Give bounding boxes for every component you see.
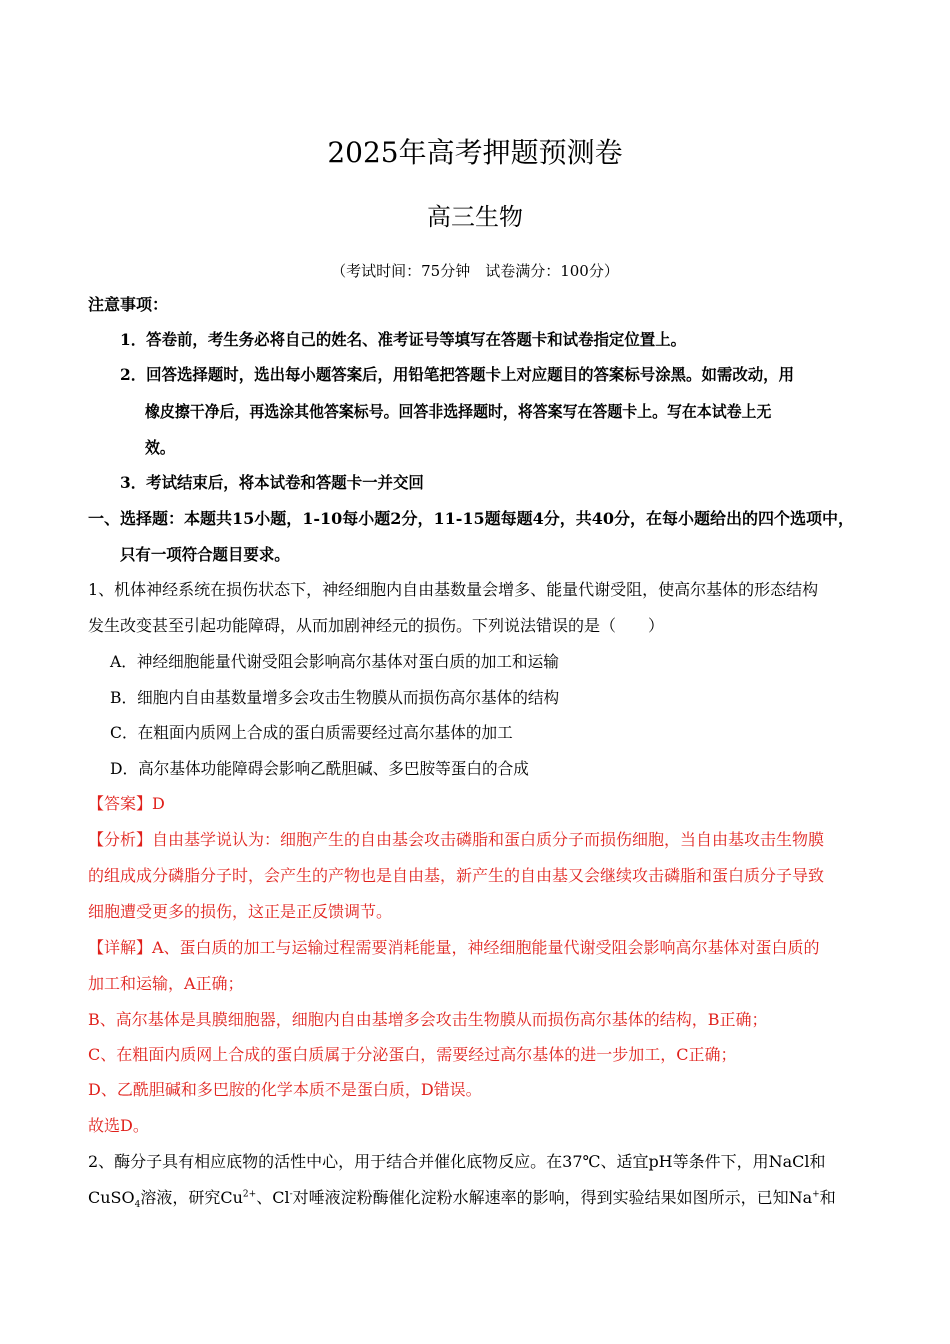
q2-stem-line-2 (88, 1186, 868, 1210)
q2-text-cuso: CuSO (88, 1188, 135, 1207)
notice-item-3: 3．考试结束后，将本试卷和答题卡一并交回 (120, 473, 424, 492)
q1-option-b: B．细胞内自由基数量增多会攻击生物膜从而损伤高尔基体的结构 (110, 688, 560, 707)
q1-analysis-line-1: 【分析】自由基学说认为：细胞产生的自由基会攻击磷脂和蛋白质分子而损伤细胞，当自由基攻击生物膜 (88, 830, 825, 849)
q1-analysis-line-2: 的组成成分磷脂分子时，会产生的产物也是自由基，新产生的自由基又会继续攻击磷脂和蛋白质分子导致 (88, 866, 825, 885)
q1-detail-line-1: 【详解】A、蛋白质的加工与运输过程需要消耗能量，神经细胞能量代谢受阻会影响高尔基体对蛋白质的 (88, 938, 820, 957)
q2-text-part-2: 溶液，研究Cu (140, 1188, 243, 1207)
notice-item-2-line-2: 橡皮擦干净后，再选涂其他答案标号。回答非选择题时，将答案写在答题卡上。写在本试卷上无 (145, 402, 772, 421)
q1-option-d: D．高尔基体功能障碍会影响乙酰胆碱、多巴胺等蛋白的合成 (110, 759, 529, 778)
q2-superscript-cl: - (289, 1189, 293, 1200)
q1-detail-d: D、乙酰胆碱和多巴胺的化学本质不是蛋白质，D错误。 (88, 1080, 482, 1099)
notice-heading: 注意事项： (88, 295, 169, 314)
q1-detail-b: B、高尔基体是具膜细胞器，细胞内自由基增多会攻击生物膜从而损伤高尔基体的结构，B正确； (88, 1010, 768, 1029)
q2-text-part-3: 、Cl (256, 1188, 290, 1207)
q1-option-c: C．在粗面内质网上合成的蛋白质需要经过高尔基体的加工 (110, 723, 513, 742)
section-heading-line-2: 只有一项符合题目要求。 (120, 545, 290, 564)
q1-analysis-line-3: 细胞遭受更多的损伤，这正是正反馈调节。 (88, 902, 393, 921)
q1-conclusion: 故选D。 (88, 1116, 149, 1135)
q1-detail-c: C、在粗面内质网上合成的蛋白质属于分泌蛋白，需要经过高尔基体的进一步加工，C正确； (88, 1045, 737, 1064)
exam-title: 2025年高考押题预测卷 (327, 136, 623, 169)
notice-item-2-line-1: 2．回答选择题时，选出每小题答案后，用铅笔把答题卡上对应题目的答案标号涂黑。如需改动，用 (120, 365, 795, 384)
q1-detail-line-2: 加工和运输，A正确； (88, 974, 244, 993)
q2-text-part-4: 对唾液淀粉酶催化淀粉水解速率的影响，得到实验结果如图所示，已知Na (292, 1188, 813, 1207)
q1-stem-line-2: 发生改变甚至引起功能障碍，从而加剧神经元的损伤。下列说法错误的是（ ） (88, 616, 665, 635)
notice-item-2-line-3: 效。 (145, 438, 175, 457)
exam-subtitle: 高三生物 (427, 203, 523, 231)
exam-info: （考试时间：75分钟 试卷满分：100分） (331, 262, 619, 280)
notice-item-1: 1．答卷前，考生务必将自己的姓名、准考证号等填写在答题卡和试卷指定位置上。 (120, 330, 687, 349)
section-heading-line-1: 一、选择题：本题共15小题，1-10每小题2分，11-15题每题4分，共40分，在每小题给出的四个选项中， (88, 509, 855, 528)
q2-superscript-cu: 2+ (242, 1189, 257, 1200)
q1-option-a: A．神经细胞能量代谢受阻会影响高尔基体对蛋白质的加工和运输 (110, 652, 559, 671)
q2-text-part-5: 和 (819, 1188, 836, 1207)
q2-superscript-na: + (812, 1189, 820, 1200)
q2-subscript-4: 4 (134, 1200, 141, 1211)
q1-stem-line-1: 1、机体神经系统在损伤状态下，神经细胞内自由基数量会增多、能量代谢受阻，使高尔基体的形态结构 (88, 580, 819, 599)
q2-stem-line-1: 2、酶分子具有相应底物的活性中心，用于结合并催化底物反应。在37℃、适宜pH等条件下，用NaCl和 (88, 1152, 826, 1171)
q1-answer: 【答案】D (88, 794, 165, 813)
